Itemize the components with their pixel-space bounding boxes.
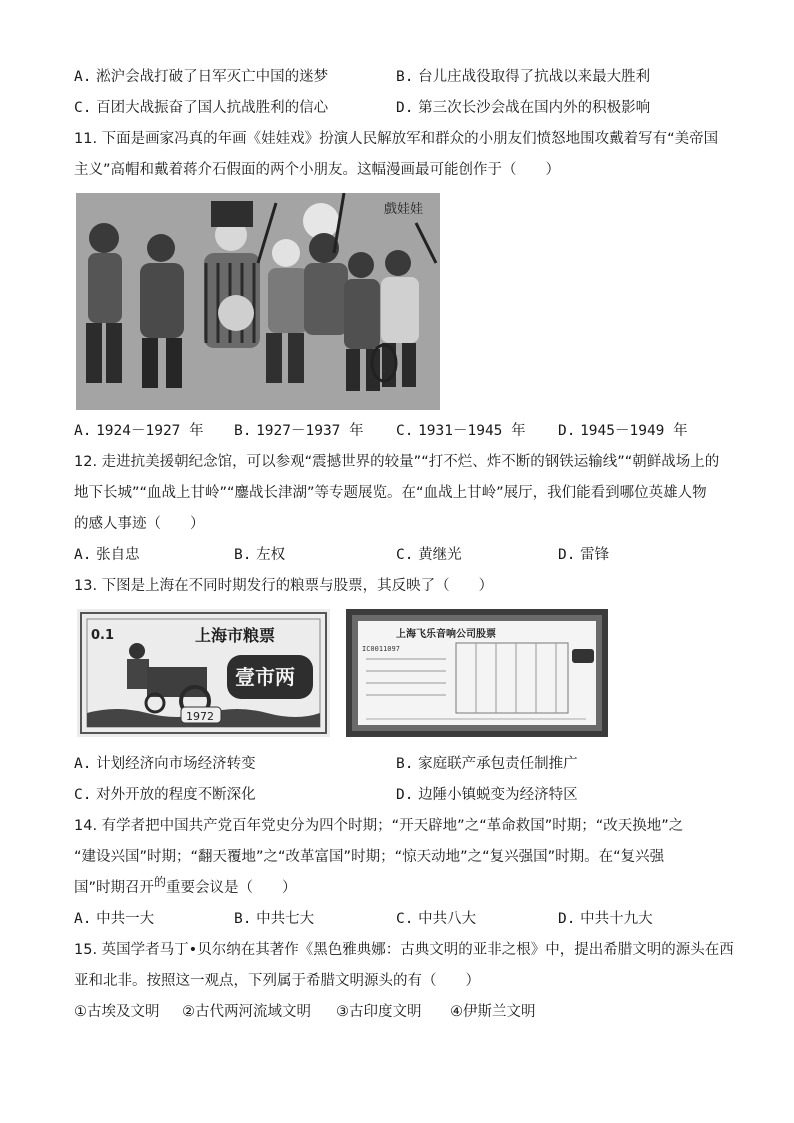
q14-stem-line3: 国”时期召开$^的$重要会议是（ ） [74, 875, 297, 896]
q15-item-1: ①古埃及文明 [74, 1004, 160, 1020]
q12-stem-line3: 的感人事迹（ ） [74, 516, 205, 532]
ticket-denomination: 壹市两 [235, 665, 295, 689]
q12-option-a: A. 张自忠 [74, 547, 140, 563]
q14-stem-line1: 14. 有学者把中国共产党百年党史分为四个时期；“开天辟地”之“革命救国”时期；“改天换地”之 [74, 818, 684, 834]
q15-item-3: ③古印度文明 [336, 1004, 422, 1020]
stock-serial: IC0011097 [362, 645, 400, 653]
q12-stem-line2: 地下长城”“血战上甘岭”“鏖战长津湖”等专题展览。在“血战上甘岭”展厅，我们能看到哪位英雄人物 [74, 485, 707, 501]
stock-certificate-image [346, 609, 608, 737]
q10-option-a: A. 淞沪会战打破了日军灭亡中国的迷梦 [74, 69, 329, 85]
q11-stem-line1: 11. 下面是画家冯真的年画《娃娃戏》扮演人民解放军和群众的小朋友们愤怒地围攻戴着写有“美帝国 [74, 131, 719, 147]
q12-stem-line1: 12. 走进抗美援朝纪念馆，可以参观“震撼世界的较量”“打不烂、炸不断的钢铁运输线”“朝鲜战场上的 [74, 454, 720, 470]
q14-option-b: B. 中共七大 [234, 911, 315, 927]
q14-option-d: D. 中共十九大 [558, 911, 653, 927]
wawaxi-painting [76, 193, 440, 410]
q12-option-b: B. 左权 [234, 547, 286, 563]
ticket-year: 1972 [186, 710, 214, 723]
q14-stem-line2: “建设兴国”时期；“翻天覆地”之“改革富国”时期；“惊天动地”之“复兴强国”时期。在“复兴强 [74, 849, 665, 865]
q11-option-d: D. 1945－1949 年 [558, 423, 688, 439]
q11-option-b: B. 1927－1937 年 [234, 423, 364, 439]
q12-option-d: D. 雷锋 [558, 547, 610, 563]
q11-option-c: C. 1931－1945 年 [396, 423, 526, 439]
painting-caption: 戲娃娃 [384, 202, 424, 217]
q12-option-c: C. 黄继光 [396, 547, 462, 563]
q15-item-2: ②古代两河流域文明 [182, 1004, 311, 1020]
grain-ticket-image [77, 609, 330, 737]
ticket-title: 上海市粮票 [195, 626, 276, 645]
q13-option-d: D. 边陲小镇蜕变为经济特区 [396, 787, 578, 803]
q14-option-a: A. 中共一大 [74, 911, 155, 927]
q13-option-a: A. 计划经济向市场经济转变 [74, 756, 256, 772]
q10-option-c: C. 百团大战振奋了国人抗战胜利的信心 [74, 100, 329, 116]
q15-stem-line1: 15. 英国学者马丁•贝尔纳在其著作《黑色雅典娜：古典文明的亚非之根》中，提出希腊文明的源头在西 [74, 942, 734, 958]
q13-option-b: B. 家庭联产承包责任制推广 [396, 756, 578, 772]
q10-option-b: B. 台儿庄战役取得了抗战以来最大胜利 [396, 69, 651, 85]
q10-option-d: D. 第三次长沙会战在国内外的积极影响 [396, 100, 651, 116]
q13-option-c: C. 对外开放的程度不断深化 [74, 787, 256, 803]
q15-stem-line2: 亚和北非。按照这一观点，下列属于希腊文明源头的有（ ） [74, 973, 480, 989]
ticket-corner-value: 0.1 [91, 628, 115, 643]
q13-stem: 13. 下图是上海在不同时期发行的粮票与股票，其反映了（ ） [74, 578, 494, 594]
q15-item-4: ④伊斯兰文明 [450, 1004, 536, 1020]
stock-title: 上海飞乐音响公司股票 [396, 629, 496, 640]
q11-option-a: A. 1924－1927 年 [74, 423, 204, 439]
q14-option-c: C. 中共八大 [396, 911, 477, 927]
q11-stem-line2: 主义”高帽和戴着蒋介石假面的两个小朋友。这幅漫画最可能创作于（ ） [74, 162, 561, 178]
